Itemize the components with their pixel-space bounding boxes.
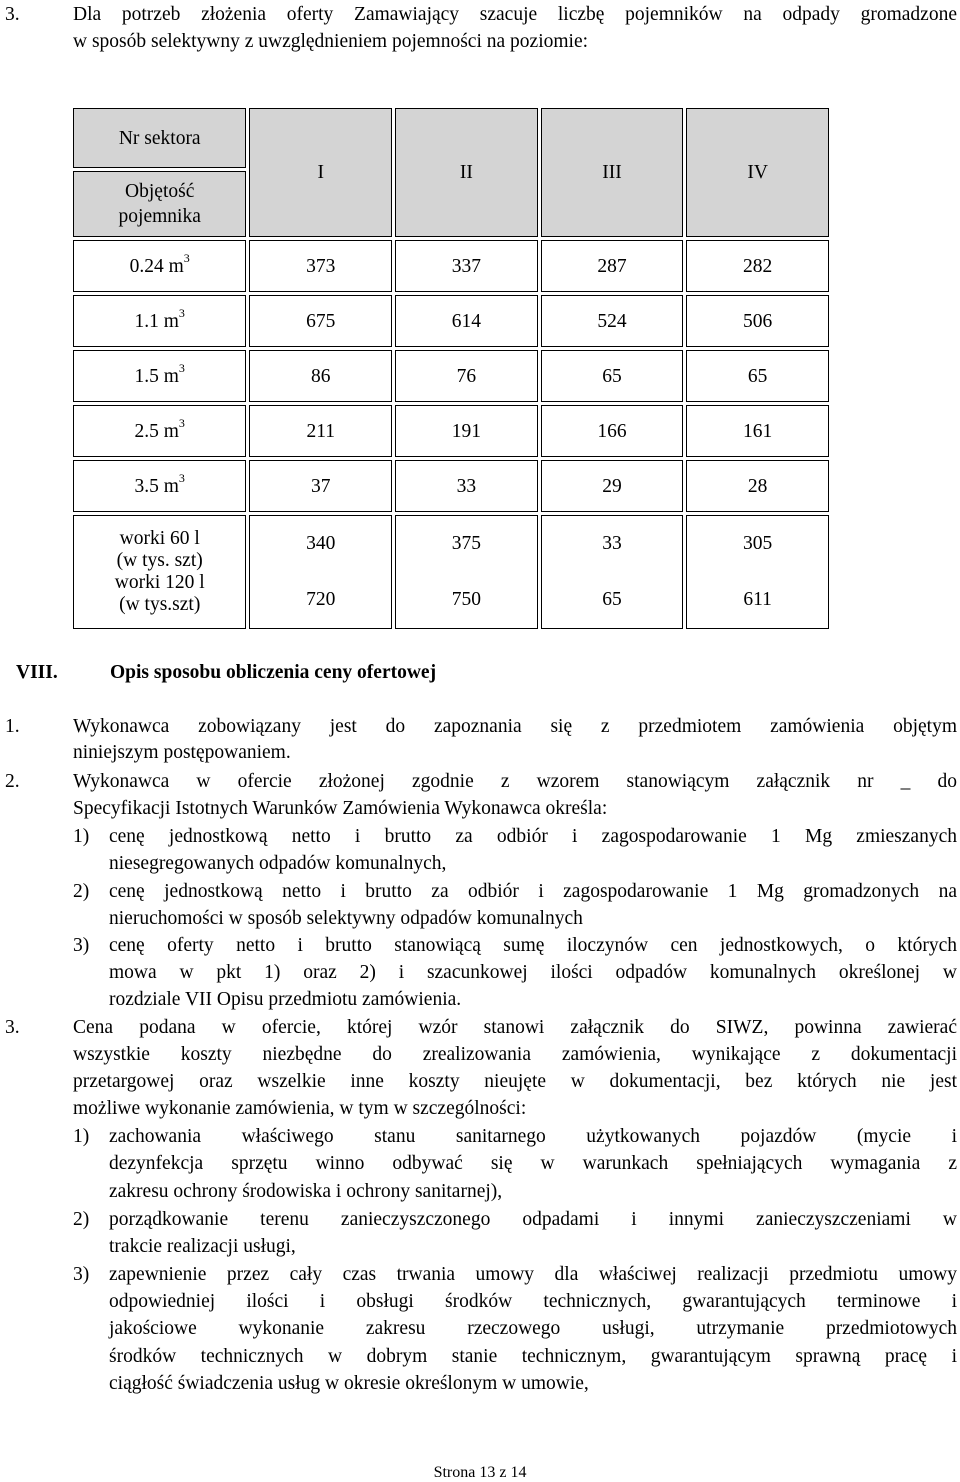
item-2-sub-3-line: rozdziale VII Opisu przedmiotu zamówienia. [109, 989, 462, 1010]
row-label: 0.24 $m^3$ [73, 240, 246, 292]
item-2-sub-3-line: mowa w pkt 1) oraz 2) i szacunkowej ilości odpadów komunalnych określonej w [109, 962, 957, 983]
item-2-sub-1-line: cenę jednostkową netto i brutto za odbiór i zagospodarowanie 1 Mg zmieszanych [109, 826, 957, 847]
table-cell: 86 [249, 350, 392, 402]
item-3-line: możliwe wykonanie zamówienia, w tym w szczególności: [73, 1098, 527, 1119]
item-3-sub-3-line: środków technicznych w dobrym stanie technicznym, gwarantującym sprawną pracę i [109, 1346, 957, 1367]
section-title: Opis sposobu obliczenia ceny ofertowej [110, 662, 437, 683]
table-cell: 29 [541, 460, 684, 512]
item-3-sub-3-line: odpowiedniej ilości i obsługi środków technicznych, gwarantujących terminowe i [109, 1291, 957, 1312]
sector-header-1: I [249, 108, 392, 237]
table-cell: 373 [249, 240, 392, 292]
table-cell: 65 [541, 350, 684, 402]
item-2-sub-2-line: cenę jednostkową netto i brutto za odbiór i zagospodarowanie 1 Mg gromadzonych na [109, 881, 957, 902]
item-2-line: Specyfikacji Istotnych Warunków Zamówienia Wykonawca określa: [73, 798, 608, 819]
item-2-sub-2-number: 2) [73, 881, 90, 902]
item-3-number: 3. [5, 1017, 20, 1038]
table-cell: 337 [395, 240, 538, 292]
row-label: 1.1 $m^3$ [73, 295, 246, 347]
row-label: 3.5 $m^3$ [73, 460, 246, 512]
table-cell: 33 [395, 460, 538, 512]
table-cell: 340 720 [249, 515, 392, 629]
item-3-sub-2-number: 2) [73, 1209, 90, 1230]
table-cell: 287 [541, 240, 684, 292]
item-3-sub-1-line: dezynfekcja sprzętu winno odbywać się w warunkach spełniających wymagania z [109, 1153, 957, 1174]
table-cell: 211 [249, 405, 392, 457]
table-row [73, 240, 829, 292]
page-number-footer: Strona 13 z 14 [433, 1464, 527, 1481]
table-cell: 28 [686, 460, 829, 512]
item-3-sub-3-number: 3) [73, 1264, 90, 1285]
table-cell: 675 [249, 295, 392, 347]
table-cell: 282 [686, 240, 829, 292]
item-3-sub-3-line: zapewnienie przez cały czas trwania umowy dla właściwej realizacji przedmiotu umowy [109, 1264, 957, 1285]
item-3-sub-3-line: jakościowe wykonanie zakresu rzeczowego usługi, utrzymanie przedmiotowych [109, 1318, 957, 1339]
table-cell: 161 [686, 405, 829, 457]
table-cell: 33 65 [541, 515, 684, 629]
item-3-line: wszystkie koszty niezbędne do zrealizowania zamówienia, wynikające z dokumentacji [73, 1044, 957, 1065]
item-3-sub-1-line: zachowania właściwego stanu sanitarnego użytkowanych pojazdów (mycie i [109, 1126, 957, 1147]
row-label: 2.5 $m^3$ [73, 405, 246, 457]
table-row [73, 405, 829, 457]
item-3-sub-2-line: trakcie realizacji usługi, [109, 1236, 296, 1257]
table-cell: 614 [395, 295, 538, 347]
table-row [73, 460, 829, 512]
table-cell: 166 [541, 405, 684, 457]
table-cell: 305 611 [686, 515, 829, 629]
container-count-table [70, 105, 832, 632]
table-cell: 375 750 [395, 515, 538, 629]
item-1-number: 1. [5, 716, 20, 737]
table-cell: 506 [686, 295, 829, 347]
intro-number: 3. [5, 4, 20, 25]
section-number: VIII. [16, 662, 58, 683]
bags-label-cell: worki 60 l (w tys. szt) worki 120 l (w tys.szt) [73, 515, 246, 629]
row-label: 1.5 $m^3$ [73, 350, 246, 402]
item-3-sub-2-line: porządkowanie terenu zanieczyszczonego odpadami i innymi zanieczyszczeniami w [109, 1209, 957, 1230]
item-2-sub-3-line: cenę oferty netto i brutto stanowiącą sumę iloczynów cen jednostkowych, o których [109, 935, 957, 956]
table-cell: 524 [541, 295, 684, 347]
item-3-line: Cena podana w ofercie, której wzór stanowi załącznik do SIWZ, powinna zawierać [73, 1017, 957, 1038]
item-3-sub-1-number: 1) [73, 1126, 90, 1147]
item-2-sub-1-line: niesegregowanych odpadów komunalnych, [109, 853, 447, 874]
table-cell: 191 [395, 405, 538, 457]
table-cell: 37 [249, 460, 392, 512]
header-volume-cell: Objętość pojemnika [73, 171, 246, 237]
item-2-sub-2-line: nieruchomości w sposób selektywny odpadów komunalnych [109, 908, 583, 929]
item-3-sub-1-line: zakresu ochrony środowiska i ochrony sanitarnej), [109, 1181, 503, 1202]
item-1-line: Wykonawca zobowiązany jest do zapoznania się z przedmiotem zamówienia objętym [73, 716, 957, 737]
intro-line-2: w sposób selektywny z uwzględnieniem pojemności na poziomie: [73, 31, 589, 52]
header-sector-cell: Nr sektora [73, 108, 246, 168]
table-row [73, 350, 829, 402]
item-3-line: przetargowej oraz wszelkie inne koszty nieujęte w dokumentacji, bez których nie jest [73, 1071, 957, 1092]
sector-header-3: III [541, 108, 684, 237]
item-2-sub-1-number: 1) [73, 826, 90, 847]
table-row [73, 295, 829, 347]
item-1-line: niniejszym postępowaniem. [73, 742, 291, 763]
table-cell: 65 [686, 350, 829, 402]
item-2-line: Wykonawca w ofercie złożonej zgodnie z wzorem stanowiącym załącznik nr _ do [73, 771, 957, 792]
item-2-sub-3-number: 3) [73, 935, 90, 956]
sector-header-4: IV [686, 108, 829, 237]
intro-line-1: Dla potrzeb złożenia oferty Zamawiający szacuje liczbę pojemników na odpady gromadzone [73, 4, 957, 25]
table-cell: 76 [395, 350, 538, 402]
item-3-sub-3-line: ciągłość świadczenia usług w okresie określonym w umowie, [109, 1373, 589, 1394]
table-row [73, 515, 829, 629]
item-2-number: 2. [5, 771, 20, 792]
sector-header-2: II [395, 108, 538, 237]
